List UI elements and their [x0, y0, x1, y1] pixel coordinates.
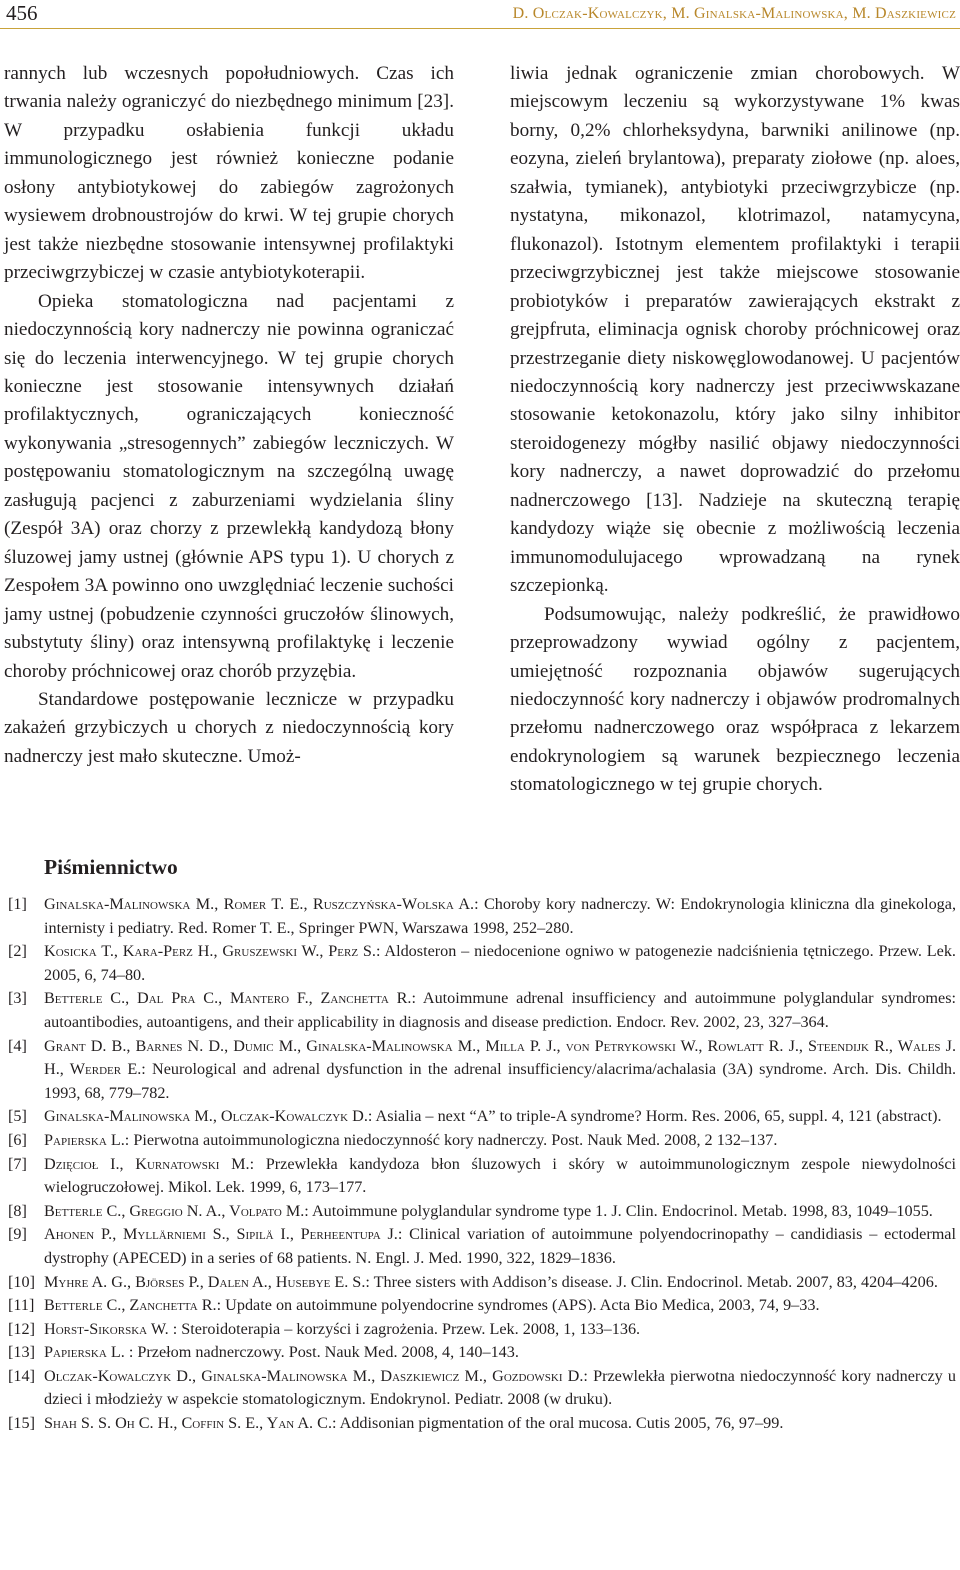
reference-citation: : Steroidoterapia – korzyści i zagrożenia. Przew. Lek. 2008, 1, 133–136.: [168, 1319, 641, 1338]
reference-citation: : Three sisters with Addison’s disease. J. Clin. Endocrinol. Metab. 2007, 83, 4204–4206.: [365, 1272, 938, 1291]
reference-authors: Papierska L.: [44, 1343, 125, 1362]
page-header: [0, 0, 960, 29]
left-column: [4, 60, 454, 771]
reference-citation: : Asialia – next “A” to triple-A syndrome? Horm. Res. 2006, 65, suppl. 4, 121 (abstract).: [367, 1107, 942, 1126]
reference-authors: Grant D. B., Barnes N. D., Dumic M., Ginalska-Malinowska M., Milla P. J., von Petrykowski W., Rowlatt R. J., Steendijk R., Wales J. H., Werder E.: [44, 1036, 956, 1079]
reference-authors: Betterle C., Zanchetta R.: [44, 1296, 217, 1315]
paragraph: Opieka stomatologiczna nad pacjentami z niedoczynnością kory nadnerczy nie powinna ograniczać się do leczenia interwencyjnego. W tej grupie chorych konieczne jest stosowanie intensywnych działań profilaktycznych, ograniczających konieczność wykonywania „stresogennych” zabiegów leczniczych. W postępowaniu stomatologicznym na szczególną uwagę zasługują pacjenci z zaburzeniami wydzielania śliny (Zespół 3A) oraz chorzy z przewlekłą kandydozą błony śluzowej jamy ustnej (głównie APS typu 1). U chorych z Zespołem 3A powinno ono uwzględniać leczenie suchości jamy ustnej (pobudzenie czynności gruczołów ślinowych, substytuty śliny) oraz intensywną profilaktykę i leczenie choroby próchnicowej oraz chorób przyzębia.: [4, 290, 454, 682]
reference-item: [8, 1129, 956, 1153]
reference-text: [44, 1318, 956, 1342]
reference-item: [8, 1365, 956, 1412]
reference-item: [8, 1341, 956, 1365]
reference-item: [8, 987, 956, 1034]
reference-item: [8, 1294, 956, 1318]
reference-text: [44, 1294, 956, 1318]
reference-number: [5]: [8, 1107, 27, 1126]
reference-item: [8, 1035, 956, 1106]
reference-authors: Ginalska-Malinowska M., Olczak-Kowalczyk D.: [44, 1107, 368, 1126]
reference-citation: : Przełom nadnerczowy. Post. Nauk Med. 2008, 4, 140–143.: [124, 1343, 519, 1362]
reference-authors: Ginalska-Malinowska M., Romer T. E., Ruszczyńska-Wolska A.: [44, 895, 475, 913]
paragraph: Standardowe postępowanie lecznicze w przypadku zakażeń grzybiczych u chorych z niedoczynnością kory nadnerczy jest mało skuteczne. Umoż-: [4, 688, 454, 767]
reference-item: [8, 1412, 956, 1436]
reference-authors: Shah S. S. Oh C. H., Coffin S. E., Yan A. C.: [44, 1414, 332, 1433]
reference-authors: Kosicka T., Kara-Perz H., Gruszewski W., Perz S.: [44, 942, 376, 961]
reference-citation: : Update on autoimmune polyendocrine syndromes (APS). Acta Bio Medica, 2003, 74, 9–33.: [216, 1296, 820, 1315]
reference-text: [44, 1035, 956, 1106]
page-number: 456: [6, 1, 38, 25]
reference-text: [44, 1200, 956, 1224]
reference-item: [8, 1153, 956, 1200]
reference-authors: Papierska L.: [44, 1130, 125, 1149]
reference-citation: : Autoimmune adrenal insufficiency and autoimmune polyglandular syndromes: autoantibodies, autoantigens, and their applicability in diagnosis and disease prediction. Endocr. Rev. 2002, 23, 327–364.: [44, 989, 956, 1031]
reference-authors: Olczak-Kowalczyk D., Ginalska-Malinowska M., Daszkiewicz M., Gozdowski D.: [44, 1366, 584, 1385]
reference-number: [1]: [8, 895, 27, 913]
reference-item: [8, 1200, 956, 1224]
reference-citation: : Neurological and adrenal dysfunction in the adrenal insufficiency/alacrima/achalasia (3A) syndrome. Arch. Dis. Childh. 1993, 68, 779–782.: [44, 1060, 956, 1102]
reference-number: [12]: [8, 1319, 35, 1338]
right-column: [510, 60, 960, 800]
reference-text: [44, 940, 956, 987]
reference-citation: : Aldosteron – niedocenione ogniwo w patogenezie nadciśnienia tętniczego. Przew. Lek. 2005, 6, 74–80.: [44, 942, 956, 984]
reference-item: [8, 893, 956, 940]
reference-number: [14]: [8, 1366, 35, 1385]
reference-text: [44, 1153, 956, 1200]
reference-text: [44, 1412, 956, 1436]
reference-authors: Ahonen P., Myllärniemi S., Sipilä I., Perheentupa J.: [44, 1225, 398, 1244]
reference-citation: : Przewlekła kandydoza błon śluzowych i skóry w autoimmunologicznym zespole niewydolności wielogruczołowej. Mikol. Lek. 1999, 6, 173–177.: [44, 1154, 956, 1197]
paragraph: Podsumowując, należy podkreślić, że prawidłowo przeprowadzony wywiad ogólny z pacjentem, umiejętność rozpoznania objawów sugerujących niedoczynność kory nadnerczy i objawów prodromalnych przełomu nadnerczowego oraz współpraca z lekarzem endokrynologiem są warunek bezpiecznego leczenia stomatologicznego w tej grupie chorych.: [510, 603, 960, 796]
reference-item: [8, 1105, 956, 1129]
reference-item: [8, 1223, 956, 1270]
references-title: Piśmiennictwo: [44, 855, 178, 879]
reference-number: [11]: [8, 1296, 35, 1315]
reference-text: [44, 1105, 956, 1129]
reference-authors: Betterle C., Greggio N. A., Volpato M.: [44, 1201, 305, 1220]
reference-number: [13]: [8, 1343, 35, 1362]
paragraph: rannych lub wczesnych popołudniowych. Czas ich trwania należy ograniczyć do niezbędnego minimum [23]. W przypadku osłabienia funkcji układu immunologicznego jest również konieczne podanie osłony antybiotykowej do zabiegów zagrożonych wysiewem drobnoustrojów do krwi. W tej grupie chorych jest także niezbędne stosowanie intensywnej profilaktyki przeciwgrzybiczej w czasie antybiotykoterapii.: [4, 63, 454, 284]
reference-text: [44, 1341, 956, 1365]
reference-item: [8, 1271, 956, 1295]
reference-number: [15]: [8, 1414, 35, 1433]
reference-authors: Betterle C., Dal Pra C., Mantero F., Zanchetta R.: [44, 989, 412, 1008]
reference-number: [9]: [8, 1225, 27, 1244]
reference-citation: : Clinical variation of autoimmune polyendocrinopathy – candidiasis – ectodermal dystrophy (APECED) in a series of 68 patients. N. Engl. J. Med. 1990, 322, 1829–1836.: [44, 1225, 956, 1267]
reference-authors: Dzięcioł I., Kurnatowski M.: [44, 1154, 250, 1173]
reference-number: [6]: [8, 1130, 27, 1149]
references-list: [8, 893, 956, 1436]
reference-number: [7]: [8, 1154, 27, 1173]
reference-number: [10]: [8, 1272, 35, 1291]
reference-authors: Myhre A. G., Björses P., Dalen A., Husebye E. S.: [44, 1272, 366, 1291]
reference-number: [4]: [8, 1036, 27, 1055]
reference-number: [8]: [8, 1201, 27, 1220]
reference-text: [44, 893, 956, 940]
running-head: D. Olczak-Kowalczyk, M. Ginalska-Malinowska, M. Daszkiewicz: [512, 5, 956, 22]
reference-text: [44, 1271, 956, 1295]
reference-citation: : Addisonian pigmentation of the oral mucosa. Cutis 2005, 76, 97–99.: [332, 1414, 784, 1433]
reference-citation: : Autoimmune polyglandular syndrome type 1. J. Clin. Endocrinol. Metab. 1998, 83, 1049–1055.: [304, 1201, 933, 1220]
reference-text: [44, 987, 956, 1034]
reference-text: [44, 1129, 956, 1153]
reference-citation: : Pierwotna autoimmunologiczna niedoczynność kory nadnerczy. Post. Nauk Med. 2008, 2 132–137.: [124, 1130, 778, 1149]
reference-authors: Horst-Sikorska W.: [44, 1319, 169, 1338]
paragraph: liwia jednak ograniczenie zmian chorobowych. W miejscowym leczeniu są wykorzystywane 1% kwas borny, 0,2% chlorheksydyna, barwniki anilinowe (np. eozyna, zieleń brylantowa), preparaty ziołowe (np. aloes, szałwia, tymianek), antybiotyki przeciwgrzybicze (np. nystatyna, mikonazol, klotrimazol, natamycyna, flukonazol). Istotnym elementem profilaktyki i terapii przeciwgrzybicznej jest także miejscowe stosowanie probiotyków i preparatów zawierających ekstrakt z grejpfruta, eliminacja ognisk choroby próchnicowej oraz przestrzeganie diety niskowęglowodanowej. U pacjentów niedoczynnością kory nadnerczy jest przeciwwskazane stosowanie ketokonazolu, który jako silny inhibitor steroidogenezy mógłby nasilić objawy niedoczynności kory nadnerczy, a nawet doprowadzić do przełomu nadnerczowego [13]. Nadzieje na skuteczną terapię kandydozy wiąże się obecnie z możliwością leczenia immunomodulujacego wprowadzaną na rynek szczepionką.: [510, 63, 960, 597]
reference-citation: : Przewlekła pierwotna niedoczynność kory nadnerczy u dzieci i młodzieży w aspekcie stomatologicznym. Endokrynol. Pediatr. 2008 (w druku).: [44, 1366, 956, 1409]
reference-text: [44, 1223, 956, 1270]
reference-citation: : Choroby kory nadnerczy. W: Endokrynologia kliniczna dla ginekologa, internisty i pediatry. Red. Romer T. E., Springer PWN, Warszawa 1998, 252–280.: [44, 895, 956, 937]
reference-number: [3]: [8, 989, 27, 1008]
reference-item: [8, 940, 956, 987]
reference-item: [8, 1318, 956, 1342]
reference-text: [44, 1365, 956, 1412]
reference-number: [2]: [8, 942, 27, 961]
